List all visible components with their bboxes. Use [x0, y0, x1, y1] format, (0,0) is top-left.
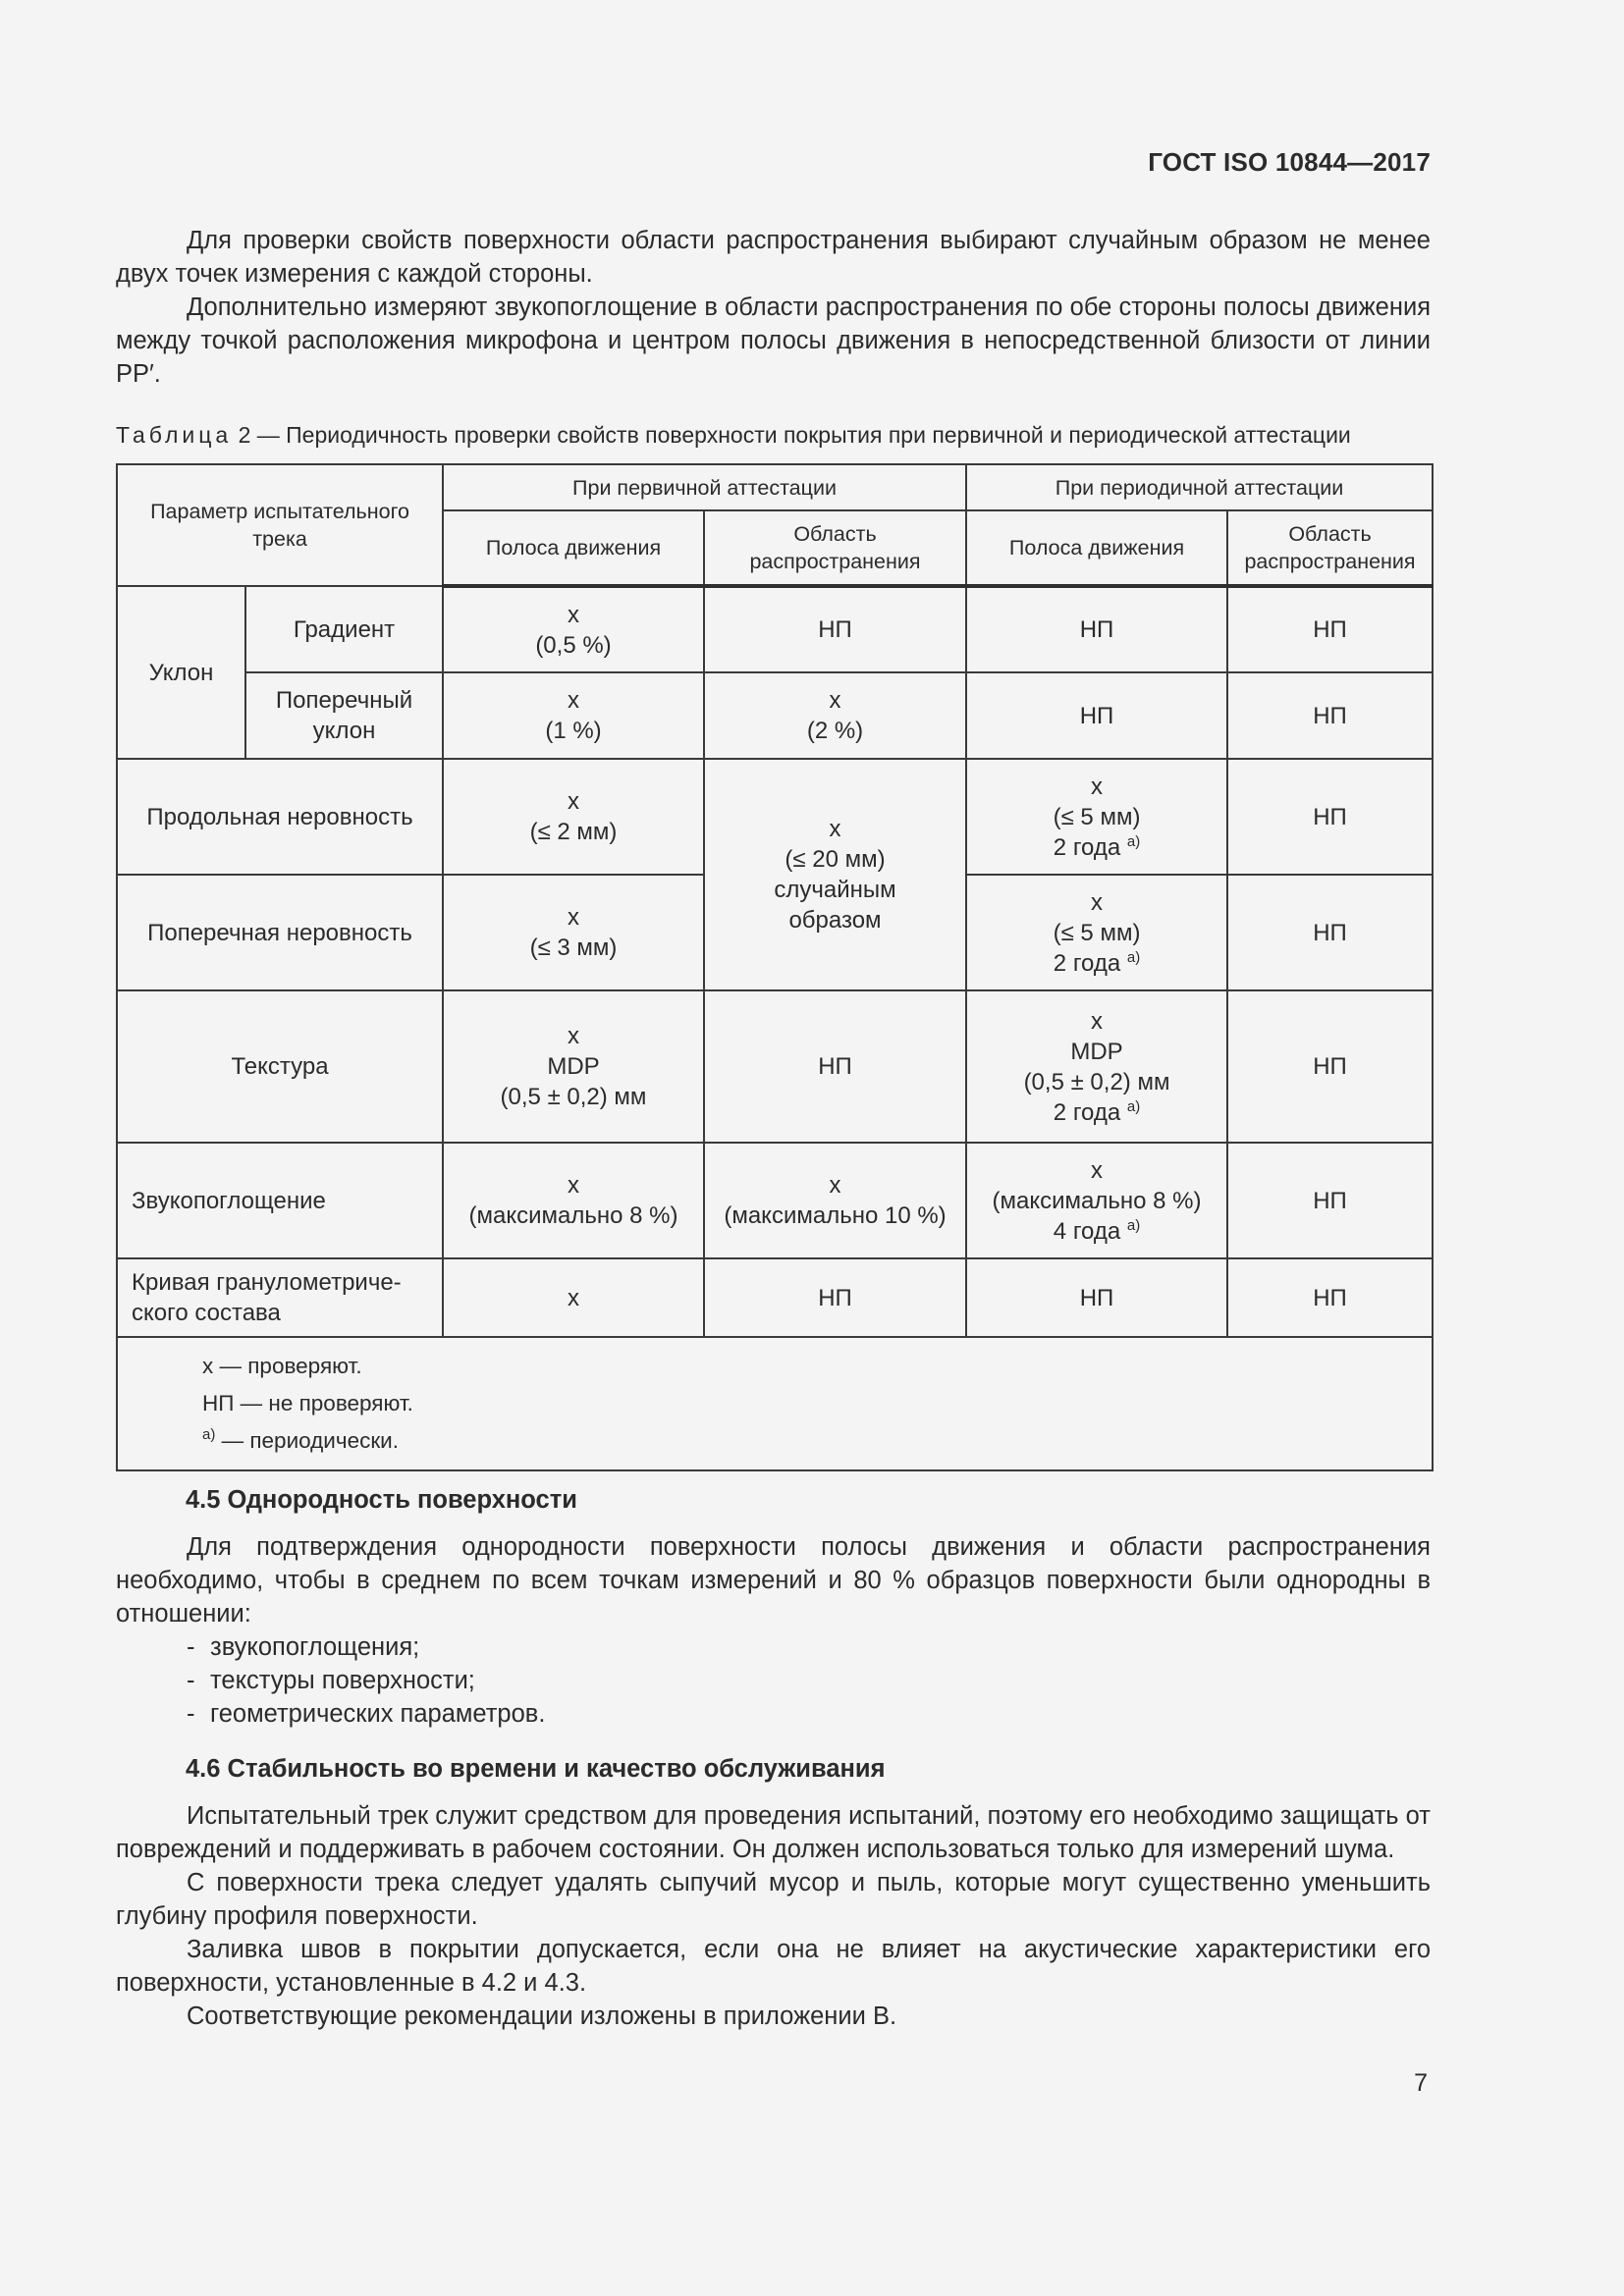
- intro-text: [116, 224, 1431, 391]
- paragraph: Соответствующие рекомендации изложены в приложении B.: [187, 2002, 897, 2030]
- table-cell: НП: [1227, 1258, 1433, 1337]
- table-cell: НП: [966, 672, 1227, 759]
- table-cell: НП: [704, 586, 966, 672]
- table-cell: x (≤ 2 мм): [443, 759, 704, 875]
- grading-curve-label: Кривая гранулометриче-ского состава: [117, 1258, 443, 1337]
- table-row: [117, 1258, 1433, 1337]
- list-item: - геометрических параметров.: [187, 1700, 546, 1728]
- caption-number: 2: [238, 422, 251, 448]
- table-cell: НП: [966, 586, 1227, 672]
- cross-unevenness-label: Поперечная неровность: [117, 875, 443, 990]
- long-unevenness-label: Продольная неровность: [117, 759, 443, 875]
- table-cell: x (≤ 5 мм) 2 года $^{а)}$: [966, 759, 1227, 875]
- cross-slope-label: Поперечный уклон: [245, 672, 443, 759]
- table-cell: x (≤ 5 мм) 2 года $^{а)}$: [966, 875, 1227, 990]
- list-item: - звукопоглощения;: [187, 1633, 420, 1661]
- table-cell: НП: [1227, 990, 1433, 1143]
- paragraph: Заливка швов в покрытии допускается, если она не влияет на акустические характеристики его поверхности, установленные в 4.2 и 4.3.: [116, 1936, 1431, 1997]
- table-cell: НП: [1227, 586, 1433, 672]
- table-cell: x (максимально 8 %) 4 года $^{а)}$: [966, 1143, 1227, 1258]
- paragraph: Испытательный трек служит средством для проведения испытаний, поэтому его необходимо защищать от повреждений и поддерживать в рабочем состоянии. Он должен использоваться только для измерений шума.: [116, 1802, 1431, 1863]
- inspection-table: [116, 463, 1434, 1471]
- table-row: [117, 586, 1433, 672]
- table-cell: x (максимально 10 %): [704, 1143, 966, 1258]
- col-area-initial: Область распространения: [704, 510, 966, 586]
- table-cell: x (≤ 3 мм): [443, 875, 704, 990]
- table-cell: НП: [966, 1258, 1227, 1337]
- slope-label: Уклон: [117, 586, 245, 759]
- table-cell: x: [443, 1258, 704, 1337]
- table-cell: x MDP (0,5 ± 0,2) мм 2 года $^{а)}$: [966, 990, 1227, 1143]
- texture-label: Текстура: [117, 990, 443, 1143]
- gradient-label: Градиент: [245, 586, 443, 672]
- table-cell: x (1 %): [443, 672, 704, 759]
- col-lane-initial: Полоса движения: [443, 510, 704, 586]
- table-row: [117, 1143, 1433, 1258]
- group-periodic-header: При периодичной аттестации: [966, 464, 1433, 510]
- table-cell: НП: [1227, 1143, 1433, 1258]
- table-cell: НП: [704, 1258, 966, 1337]
- table-notes: [117, 1337, 1433, 1470]
- table-row: [117, 759, 1433, 875]
- caption-label: Таблица: [116, 422, 233, 448]
- section-4-5-text: [116, 1530, 1431, 1731]
- table-cell: НП: [1227, 875, 1433, 990]
- note-line: x — проверяют.: [202, 1354, 362, 1378]
- caption-text: — Периодичность проверки свойств поверхности покрытия при первичной и периодической аттестации: [256, 422, 1351, 448]
- table-caption: [116, 420, 1431, 450]
- table-notes-row: [117, 1337, 1433, 1470]
- table-cell: x (2 %): [704, 672, 966, 759]
- document-header: ГОСТ ISO 10844—2017: [1148, 147, 1431, 177]
- note-line: НП — не проверяют.: [202, 1391, 413, 1415]
- list-item: - текстуры поверхности;: [187, 1667, 475, 1694]
- paragraph: С поверхности трека следует удалять сыпучий мусор и пыль, которые могут существенно уменьшить глубину профиля поверхности.: [116, 1869, 1431, 1930]
- section-4-6-title: 4.6 Стабильность во времени и качество обслуживания: [186, 1755, 886, 1783]
- col-area-periodic: Область распространения: [1227, 510, 1433, 586]
- paragraph: Для проверки свойств поверхности области распространения выбирают случайным образом не менее двух точек измерения с каждой стороны.: [116, 227, 1431, 288]
- table-cell: НП: [1227, 672, 1433, 759]
- table-cell: x MDP (0,5 ± 0,2) мм: [443, 990, 704, 1143]
- table-row: [117, 672, 1433, 759]
- absorption-label: Звукопоглощение: [117, 1143, 443, 1258]
- table-row: [117, 990, 1433, 1143]
- param-header: Параметр испытательного трека: [117, 464, 443, 586]
- paragraph: Для подтверждения однородности поверхности полосы движения и области распространения необходимо, чтобы в среднем по всем точкам измерений и 80 % образцов поверхности были однородны в отношении:: [116, 1533, 1431, 1628]
- table-cell: НП: [1227, 759, 1433, 875]
- bullet-list: [116, 1630, 1431, 1731]
- table-cell: НП: [704, 990, 966, 1143]
- note-line: $^{а)}$ — периодически.: [202, 1426, 400, 1453]
- section-4-5-title: 4.5 Однородность поверхности: [186, 1486, 577, 1514]
- page-number: 7: [1414, 2069, 1428, 2097]
- table-cell: x (максимально 8 %): [443, 1143, 704, 1258]
- col-lane-periodic: Полоса движения: [966, 510, 1227, 586]
- group-initial-header: При первичной аттестации: [443, 464, 966, 510]
- table-cell: x (0,5 %): [443, 586, 704, 672]
- paragraph: Дополнительно измеряют звукопоглощение в области распространения по обе стороны полосы движения между точкой расположения микрофона и центром полосы движения в непосредственной близости от линии PP′.: [116, 294, 1431, 388]
- table-cell: x (≤ 20 мм) случайным образом: [704, 759, 966, 990]
- section-4-6-text: [116, 1799, 1431, 2033]
